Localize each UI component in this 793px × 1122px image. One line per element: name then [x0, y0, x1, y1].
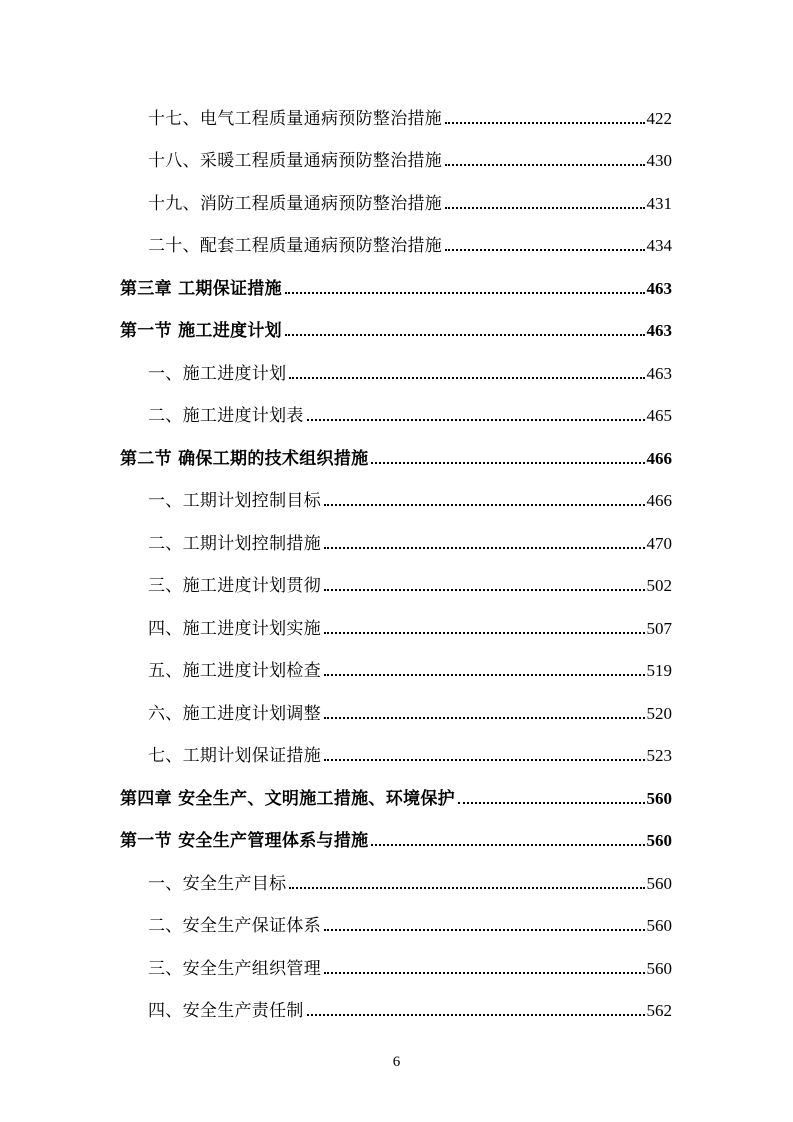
toc-dot-leader [445, 249, 644, 251]
page-number: 6 [392, 1054, 401, 1070]
toc-entry-title: 三、安全生产组织管理 [148, 958, 321, 979]
toc-entry-title: 四、施工进度计划实施 [148, 618, 321, 639]
toc-entry-page: 520 [646, 703, 672, 723]
toc-dot-leader [445, 122, 644, 124]
toc-entry-page: 466 [646, 491, 672, 511]
toc-entry-title: 一、安全生产目标 [148, 873, 287, 894]
toc-entry[interactable] [0, 903, 793, 946]
toc-dot-leader [371, 462, 644, 464]
toc-entry-page: 463 [646, 321, 672, 341]
toc-entry[interactable] [0, 223, 793, 266]
toc-dot-leader [324, 972, 645, 974]
toc-entry-title: 第三章 工期保证措施 [120, 278, 282, 299]
toc-entry-title: 二、施工进度计划表 [148, 406, 304, 427]
toc-entry-title: 五、施工进度计划检查 [148, 661, 321, 682]
toc-entry-title: 第二节 确保工期的技术组织措施 [120, 448, 369, 469]
toc-entry-title: 十九、消防工程质量通病预防整治措施 [148, 193, 443, 214]
toc-entry-page: 562 [646, 1001, 672, 1021]
toc-dot-leader [285, 334, 645, 336]
toc-entry-title: 二十、配套工程质量通病预防整治措施 [148, 236, 443, 257]
toc-entry[interactable] [0, 95, 793, 138]
table-of-contents [0, 95, 793, 1030]
toc-entry-page: 466 [646, 448, 672, 468]
toc-entry-page: 434 [646, 236, 672, 256]
toc-dot-leader [324, 674, 645, 676]
toc-dot-leader [307, 419, 645, 421]
toc-entry-page: 470 [646, 533, 672, 553]
toc-dot-leader [324, 929, 645, 931]
toc-dot-leader [307, 1014, 645, 1016]
toc-dot-leader [289, 887, 644, 889]
toc-dot-leader [324, 547, 645, 549]
toc-entry-title: 第一节 施工进度计划 [120, 321, 282, 342]
toc-entry[interactable] [0, 265, 793, 308]
toc-entry[interactable] [0, 435, 793, 478]
toc-entry[interactable] [0, 308, 793, 351]
toc-entry[interactable] [0, 818, 793, 861]
toc-entry-title: 第四章 安全生产、文明施工措施、环境保护 [120, 788, 455, 809]
toc-entry-page: 523 [646, 746, 672, 766]
toc-entry[interactable] [0, 520, 793, 563]
toc-entry-title: 十八、采暖工程质量通病预防整治措施 [148, 151, 443, 172]
toc-entry-title: 六、施工进度计划调整 [148, 703, 321, 724]
toc-entry[interactable] [0, 605, 793, 648]
toc-entry-title: 一、施工进度计划 [148, 363, 287, 384]
toc-entry-title: 第一节 安全生产管理体系与措施 [120, 831, 369, 852]
toc-entry-page: 465 [646, 406, 672, 426]
toc-dot-leader [371, 844, 644, 846]
toc-entry-page: 422 [646, 108, 672, 128]
toc-entry[interactable] [0, 393, 793, 436]
toc-dot-leader [324, 632, 645, 634]
toc-entry-title: 二、工期计划控制措施 [148, 533, 321, 554]
toc-entry[interactable] [0, 180, 793, 223]
toc-dot-leader [445, 164, 644, 166]
toc-dot-leader [324, 717, 645, 719]
toc-entry-page: 502 [646, 576, 672, 596]
toc-entry[interactable] [0, 563, 793, 606]
toc-dot-leader [324, 504, 645, 506]
toc-dot-leader [458, 802, 645, 804]
toc-entry-page: 463 [646, 363, 672, 383]
toc-entry-title: 三、施工进度计划贯彻 [148, 576, 321, 597]
toc-entry-title: 二、安全生产保证体系 [148, 916, 321, 937]
toc-entry-page: 507 [646, 618, 672, 638]
toc-entry-title: 一、工期计划控制目标 [148, 491, 321, 512]
toc-entry-page: 560 [646, 873, 672, 893]
toc-entry-title: 四、安全生产责任制 [148, 1001, 304, 1022]
toc-entry-title: 七、工期计划保证措施 [148, 746, 321, 767]
toc-entry-title: 十七、电气工程质量通病预防整治措施 [148, 108, 443, 129]
toc-entry-page: 560 [646, 958, 672, 978]
toc-entry[interactable] [0, 350, 793, 393]
toc-dot-leader [324, 759, 645, 761]
toc-dot-leader [324, 589, 645, 591]
toc-entry[interactable] [0, 690, 793, 733]
toc-entry[interactable] [0, 733, 793, 776]
toc-entry[interactable] [0, 860, 793, 903]
toc-entry[interactable] [0, 138, 793, 181]
toc-dot-leader [285, 292, 645, 294]
toc-entry-page: 463 [646, 278, 672, 298]
toc-entry[interactable] [0, 945, 793, 988]
toc-entry[interactable] [0, 775, 793, 818]
toc-entry-page: 431 [646, 193, 672, 213]
toc-entry-page: 560 [646, 788, 672, 808]
toc-entry[interactable] [0, 988, 793, 1031]
toc-dot-leader [289, 377, 644, 379]
toc-entry-page: 560 [646, 916, 672, 936]
toc-entry[interactable] [0, 648, 793, 691]
toc-entry-page: 430 [646, 151, 672, 171]
toc-entry-page: 560 [646, 831, 672, 851]
toc-entry-page: 519 [646, 661, 672, 681]
toc-entry[interactable] [0, 478, 793, 521]
toc-dot-leader [445, 207, 644, 209]
